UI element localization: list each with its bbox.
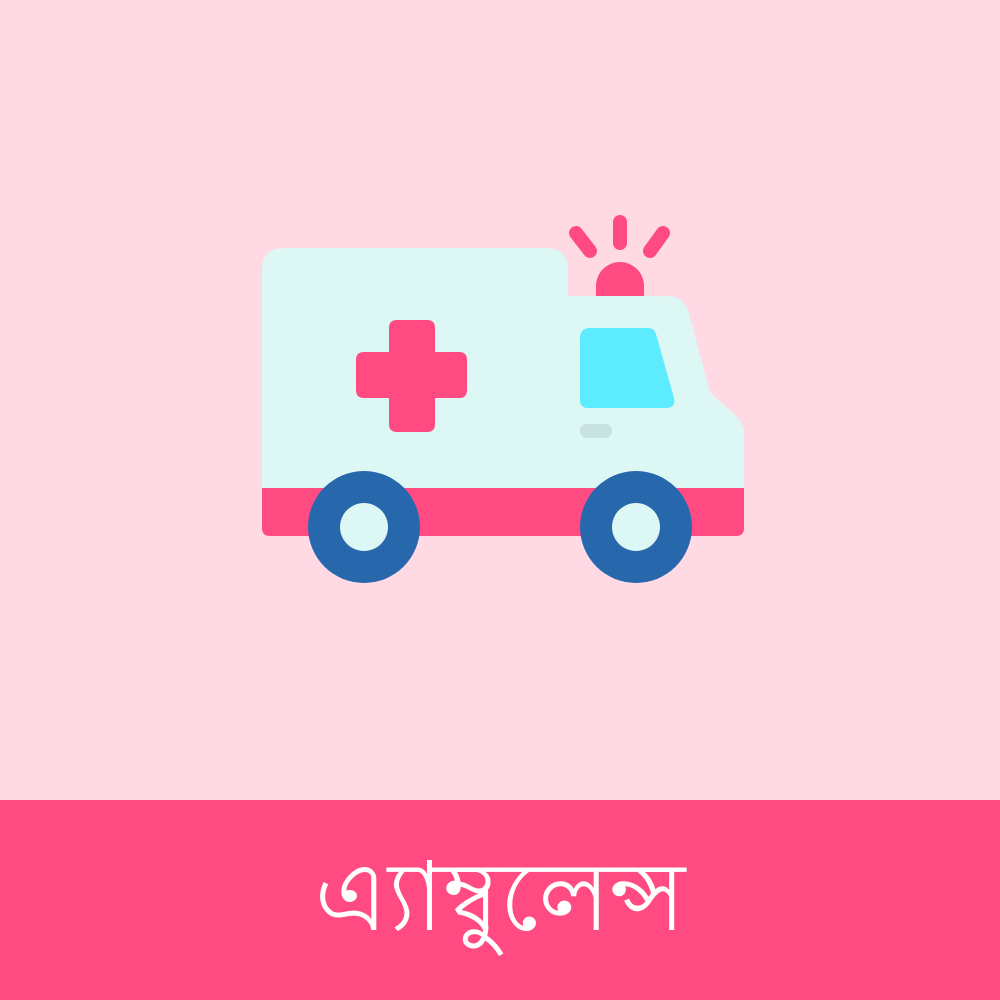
siren-ray-left (576, 233, 590, 251)
wheel-front-hub (612, 503, 660, 551)
label-banner (0, 800, 1000, 1000)
siren-rays (576, 222, 663, 251)
door-handle (580, 424, 612, 438)
wheel-rear (308, 471, 420, 583)
siren-ray-right (650, 233, 663, 251)
card-label: এ্যাম্বুলেন্স (314, 841, 686, 953)
siren-light (596, 262, 644, 298)
wheel-front (580, 471, 692, 583)
wheel-rear-hub (340, 503, 388, 551)
